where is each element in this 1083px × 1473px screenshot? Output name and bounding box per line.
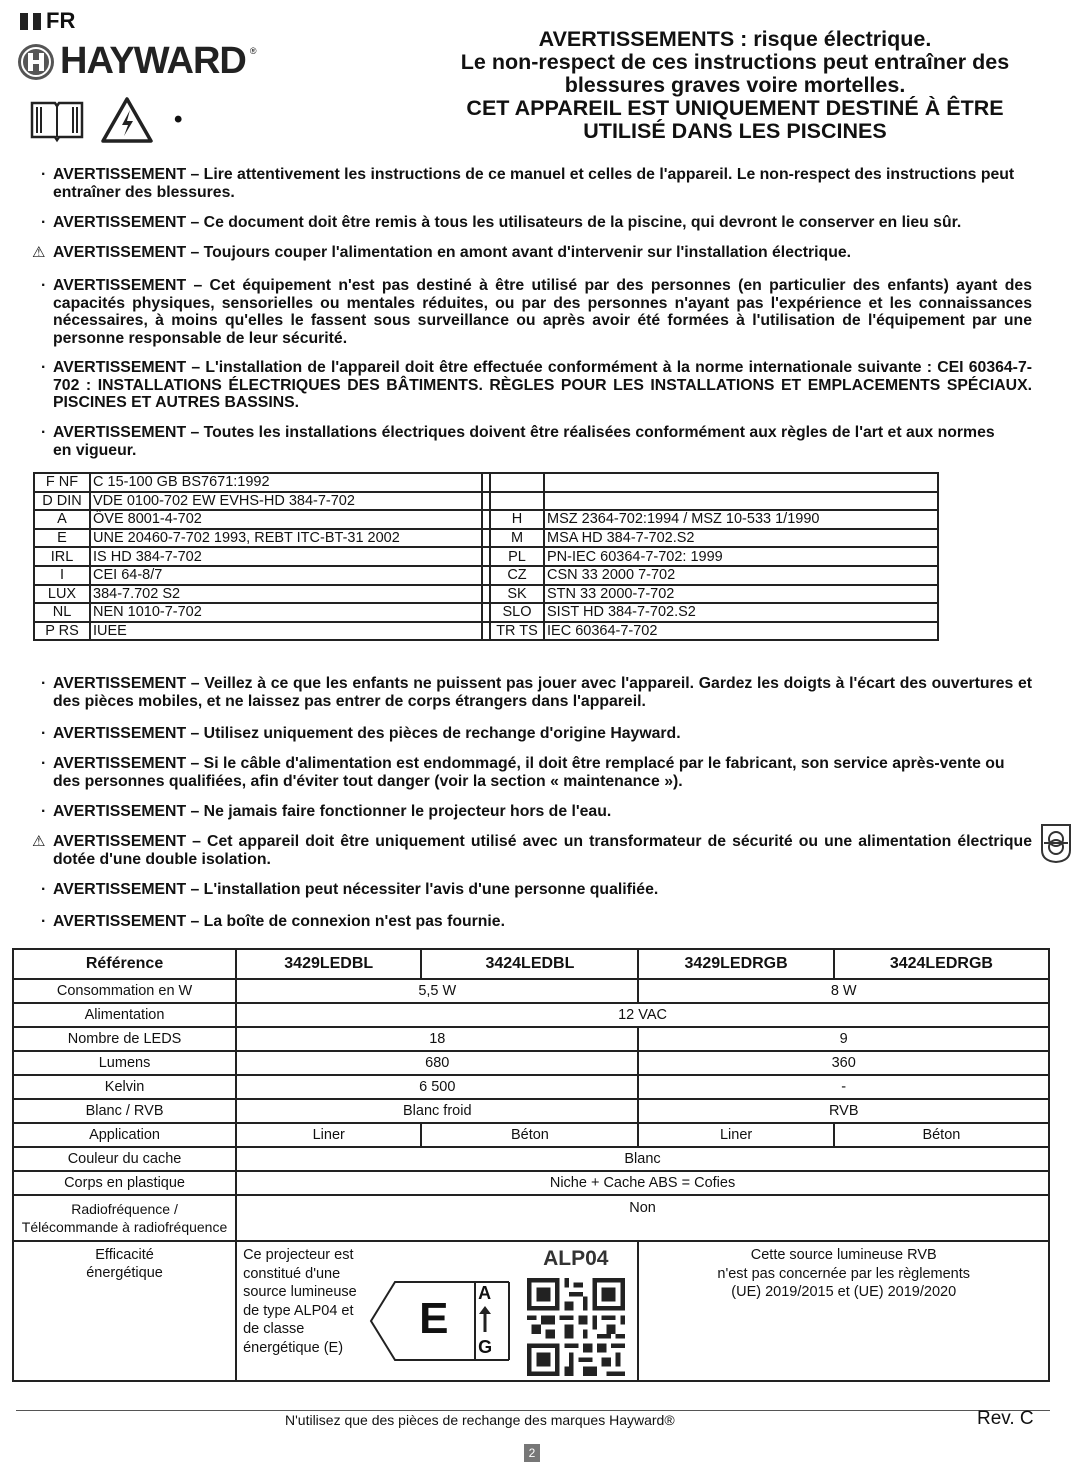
table-row: LUX 384-7.702 S2 SK STN 33 2000-7-702 xyxy=(34,585,938,604)
alp-code: ALP04 xyxy=(543,1247,609,1270)
table-row: Corps en plastique Niche + Cache ABS = Cofies xyxy=(13,1171,1049,1195)
table-row: I CEI 64-8/7 CZ CSN 33 2000 7-702 xyxy=(34,566,938,585)
norms-table xyxy=(33,472,939,641)
qr-code-icon xyxy=(527,1278,625,1376)
warning-children: · AVERTISSEMENT – Veillez à ce que les enfants ne puissent pas jouer avec l'appareil. Gardez les doigts à l'écart des ouvertures et des pièces mobiles, et ne laissez pas entrer de corps étrangers dans l'appareil. xyxy=(41,675,1032,710)
table-row: F NF C 15-100 GB BS7671:1992 xyxy=(34,473,938,492)
energy-scale-top: A xyxy=(478,1283,492,1303)
electric-hazard-icon xyxy=(100,96,154,144)
hayward-logo: HAYWARD ® xyxy=(16,40,256,83)
bullet-dot: • xyxy=(174,106,183,133)
warning-cut-power: ⚠ AVERTISSEMENT – Toujours couper l'alimentation en amont avant d'intervenir sur l'installation électrique. xyxy=(32,244,852,261)
table-row: Consommation en W 5,5 W 8 W xyxy=(13,979,1049,1003)
warning-original-parts: · AVERTISSEMENT – Utilisez uniquement des pièces de rechange d'origine Hayward. xyxy=(41,725,681,742)
table-row: Couleur du cache Blanc xyxy=(13,1147,1049,1171)
language-indicator: FR xyxy=(20,8,75,34)
table-row: Application Liner Béton Liner Béton xyxy=(13,1123,1049,1147)
energy-label-cell: Ce projecteur est constitué d'une source lumineuse de type ALP04 et de classe énergétique (E) E A G ALP04 xyxy=(236,1241,638,1381)
manual-book-icon xyxy=(28,97,86,143)
revision-label: Rev. C xyxy=(977,1408,1034,1429)
rgb-note-cell: Cette source lumineuse RVB n'est pas concernée par les règlements (UE) 2019/2015 et (UE) 2019/2020 xyxy=(638,1241,1049,1381)
table-row: Blanc / RVB Blanc froid RVB xyxy=(13,1099,1049,1123)
table-row-energy: Efficacité énergétique Ce projecteur est constitué d'une source lumineuse de type ALP04 et de classe énergétique (E) E A G ALP04 Cette source lumineuse RVB n'est pas concernée par les règlements (UE) 2019/2015 et (UE) 2019/2020 xyxy=(13,1241,1049,1381)
table-row: Lumens 680 360 xyxy=(13,1051,1049,1075)
table-row: NL NEN 1010-7-702 SLO SIST HD 384-7-702.S2 xyxy=(34,603,938,622)
safety-transformer-icon xyxy=(1038,822,1074,864)
header-icons xyxy=(28,96,182,144)
table-row: Radiofréquence / Télécommande à radiofréquence Non xyxy=(13,1195,1049,1241)
table-header-row: Référence 3429LEDBL 3424LEDBL 3429LEDRGB 3424LEDRGB xyxy=(13,949,1049,979)
page-title: AVERTISSEMENTS : risque électrique. Le non-respect de ces instructions peut entraîner des blessures graves voire mortelles. CET APPAREIL EST UNIQUEMENT DESTINÉ À ÊTRE UTILISÉ DANS LES PISCINES xyxy=(460,27,1010,143)
warning-installation-norm: · AVERTISSEMENT – L'installation de l'appareil doit être effectuée conformément à la norme internationale suivante : CEI 60364-7-702 : INSTALLATIONS ÉLECTRIQUES DES BÂTIMENTS. RÈGLES POUR LES INSTALLATIONS ET EMPLACEMENTS SPÉCIAUX. PISCINES ET AUTRES BASSINS. xyxy=(41,359,1032,411)
spec-table xyxy=(12,948,1050,1382)
table-row: IRL IS HD 384-7-702 PL PN-IEC 60364-7-702: 1999 xyxy=(34,547,938,566)
page-number: 2 xyxy=(524,1444,540,1462)
warning-read-instructions: · AVERTISSEMENT – Lire attentivement les instructions de ce manuel et celles de l'appareil. Le non-respect des instructions peut entraîner des blessures. xyxy=(41,166,1015,201)
table-row: P RS IUEE TR TS IEC 60364-7-702 xyxy=(34,622,938,641)
brand-name: HAYWARD xyxy=(60,40,246,82)
warning-electrical-rules: · AVERTISSEMENT – Toutes les installations électriques doivent être réalisées conformément aux règles de l'art et aux normes en vigueur. xyxy=(41,424,995,459)
warning-out-of-water: · AVERTISSEMENT – Ne jamais faire fonctionner le projecteur hors de l'eau. xyxy=(41,803,612,820)
warning-reduced-capacities: · AVERTISSEMENT – Cet équipement n'est pas destiné à être utilisé par des personnes (en particulier des enfants) ayant des capacités physiques, sensorielles ou mentales réduites, ou par des personnes n'ayant pas l'expérience et les connaissances nécessaires, à moins qu'elles le fassent sous surveillance ou après avoir été formées à l'utilisation de l'équipement par une personne responsable de leur sécurité. xyxy=(41,277,1032,347)
table-row: Alimentation 12 VAC xyxy=(13,1003,1049,1027)
table-row: Nombre de LEDS 18 9 xyxy=(13,1027,1049,1051)
warning-junction-box: · AVERTISSEMENT – La boîte de connexion n'est pas fournie. xyxy=(41,913,505,930)
table-row: Kelvin 6 500 - xyxy=(13,1075,1049,1099)
hayward-emblem-icon xyxy=(16,42,56,82)
warning-give-document: · AVERTISSEMENT – Ce document doit être remis à tous les utilisateurs de la piscine, qui devront le conserver en lieu sûr. xyxy=(41,214,962,231)
warning-qualified-person: · AVERTISSEMENT – L'installation peut nécessiter l'avis d'une personne qualifiée. xyxy=(41,881,659,898)
warning-power-cable: · AVERTISSEMENT – Si le câble d'alimentation est endommagé, il doit être remplacé par le fabricant, son service après-vente ou des personnes qualifiées, afin d'éviter tout danger (voir la section « maintenance »). xyxy=(41,755,1005,790)
warning-safety-transformer: ⚠ AVERTISSEMENT – Cet appareil doit être uniquement utilisé avec un transformateur de sécurité ou une alimentation électrique dotée d'une double isolation. xyxy=(32,833,1032,868)
table-row: E UNE 20460-7-702 1993, REBT ITC-BT-31 2002 M MSA HD 384-7-702.S2 xyxy=(34,529,938,548)
table-row: D DIN VDE 0100-702 EW EVHS-HD 384-7-702 xyxy=(34,492,938,511)
energy-scale-bottom: G xyxy=(478,1337,493,1357)
table-row: A ÖVE 8001-4-702 H MSZ 2364-702:1994 / MSZ 10-533 1/1990 xyxy=(34,510,938,529)
footer-text: N'utilisez que des pièces de rechange des marques Hayward® xyxy=(285,1412,675,1428)
footer-divider xyxy=(16,1410,1050,1411)
energy-class-letter: E xyxy=(419,1294,449,1343)
